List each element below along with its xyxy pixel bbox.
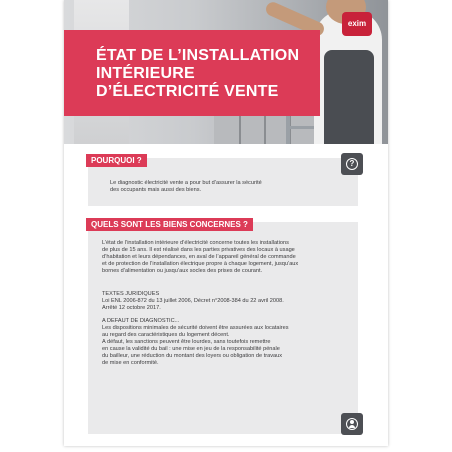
- page-title: [96, 47, 299, 101]
- text-line: de plus de 15 ans. Il est réalisé dans les parties privatives des locaux à usage: [102, 247, 295, 253]
- text-line: Arrêté 12 octobre 2017.: [102, 305, 161, 311]
- text-line: et de protection de l’installation électrique propre à chaque logement, jusqu’aux: [102, 261, 299, 267]
- section-heading: QUELS SONT LES BIENS CONCERNES ?: [86, 218, 253, 231]
- user-head: [350, 420, 354, 424]
- text-line: A DEFAUT DE DIAGNOSTIC...: [102, 318, 180, 324]
- panel-divider: [239, 112, 241, 144]
- title-banner: [64, 30, 320, 116]
- text-line: Les dispositions minimales de sécurité doivent être assurées aux locataires: [102, 325, 289, 331]
- text-line: TEXTES JURIDIQUES: [102, 291, 160, 297]
- section-text: [110, 180, 262, 194]
- text-line: Loi ENL 2006-872 du 13 juillet 2006, Décret n°2008-384 du 22 avril 2008.: [102, 298, 284, 304]
- text-line: du bailleur, une réduction du montant des loyers ou obligation de travaux: [102, 353, 283, 359]
- section-biens-concernes: [88, 222, 358, 434]
- worker-apron: [324, 50, 374, 144]
- text-line: de mise en conformité.: [102, 360, 159, 366]
- panel-divider: [264, 112, 266, 144]
- text-line: Le diagnostic électricité vente a pour but d’assurer la sécurité: [110, 180, 262, 186]
- user-shoulders: [349, 425, 355, 428]
- paragraph: [102, 318, 289, 367]
- brand-logo: exim: [342, 12, 372, 36]
- text-line: d’habitation et leurs dépendances, en aval de l’appareil général de commande: [102, 254, 296, 260]
- title-line: INTÉRIEURE: [96, 65, 195, 82]
- text-line: L’état de l’installation intérieure d’électricité concerne toutes les installations: [102, 240, 289, 246]
- text-line: bornes d’alimentation ou jusqu’aux socles des prises de courant.: [102, 268, 263, 274]
- text-line: en cause la validité du bail : une mise en jeu de la responsabilité pénale: [102, 346, 280, 352]
- text-line: au regard des caractéristiques du logement décent.: [102, 332, 230, 338]
- document-page: [64, 0, 388, 446]
- paragraph: [102, 240, 298, 275]
- question-glyph: ?: [349, 159, 355, 168]
- paragraph: [102, 291, 284, 312]
- text-line: des occupants mais aussi des biens.: [110, 187, 202, 193]
- user-icon[interactable]: [341, 413, 363, 435]
- question-icon[interactable]: [341, 153, 363, 175]
- title-line: D’ÉLECTRICITÉ VENTE: [96, 83, 279, 100]
- section-heading: POURQUOI ?: [86, 154, 147, 167]
- title-line: ÉTAT DE L’INSTALLATION: [96, 47, 300, 64]
- text-line: A défaut, les sanctions peuvent être lourdes, sans toutefois remettre: [102, 339, 271, 345]
